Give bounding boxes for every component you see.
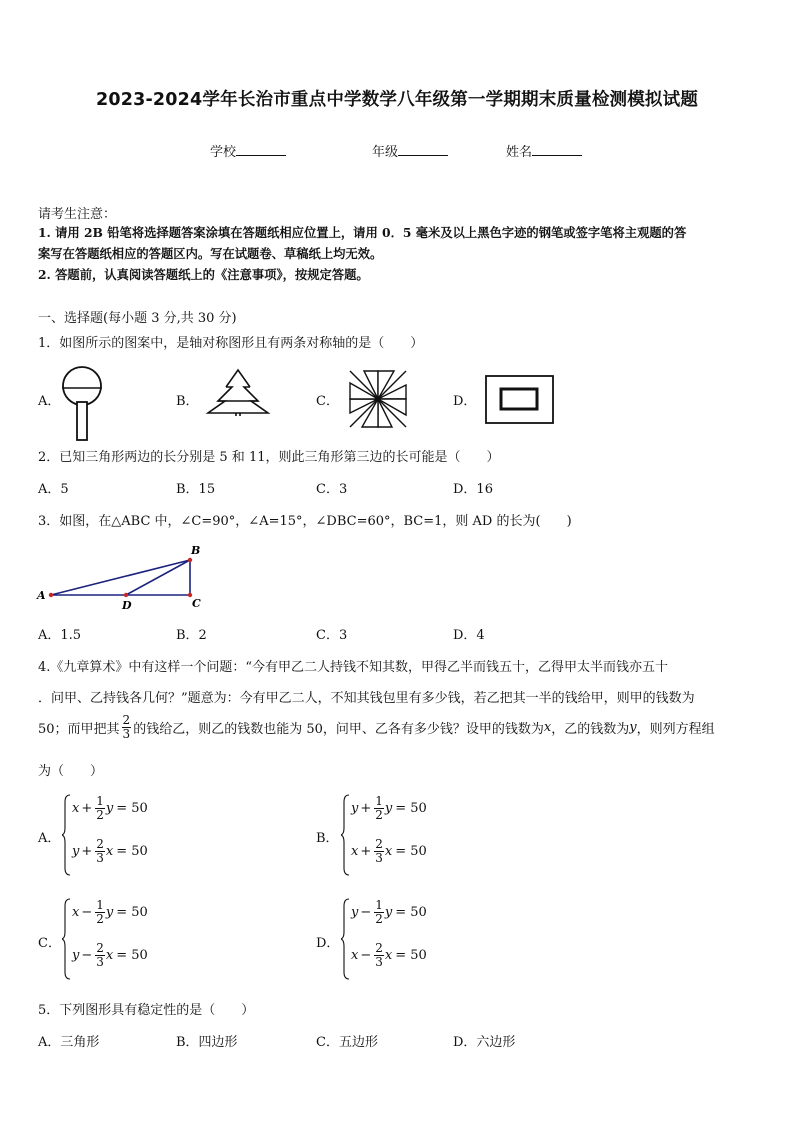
frac-numerator: 2 [375,941,383,955]
frac-denominator: 3 [375,955,383,969]
school-field [210,141,286,160]
eq-frac [374,942,384,969]
q3-stem: 3．如图，在△ABC 中，∠C=90°，∠A=15°，∠DBC=60°，BC=1，则 AD 的长为( ) [38,514,572,529]
eq-rhs: = 50 [116,844,148,859]
frac-numerator: 2 [122,713,131,727]
system-d-eq-2 [351,942,427,969]
brace-icon [62,794,72,876]
eq-op: − [360,948,372,963]
eq-rhs: = 50 [395,844,427,859]
eq-rhs: = 50 [395,948,427,963]
brace-icon [62,898,72,980]
eq-frac [374,899,384,926]
eq-op: + [81,844,93,859]
eq-var: y [72,948,80,963]
page-title: 2023-2024学年长治市重点中学数学八年级第一学期期末质量检测模拟试题 [95,90,699,110]
point-d-dot [124,593,128,597]
q2-option-c[interactable]: C．3 [316,482,348,497]
label-d: D [122,599,132,612]
q1-option-d-label[interactable]: D． [453,394,477,409]
eq-var: x [72,801,80,816]
eq-op: − [81,905,93,920]
frac-numerator: 1 [96,898,104,912]
eq-rhs: = 50 [116,905,148,920]
q4-line-4: 为（ ） [38,764,104,779]
notice-heading: 请考生注意： [38,207,117,222]
frac-denominator: 2 [96,808,104,822]
system-c-eq-2 [72,942,148,969]
eq-var: x [72,905,80,920]
frac-denominator: 3 [96,955,104,969]
eq-var: x [105,948,114,963]
q1-option-b-label[interactable]: B． [176,394,199,409]
eq-var: y [384,801,393,816]
pinwheel-figure [348,369,410,429]
eq-rhs: = 50 [116,801,148,816]
q2-stem: 2．已知三角形两边的长分别是 5 和 11，则此三角形第三边的长可能是（ ） [38,450,500,465]
frac-numerator: 1 [375,794,383,808]
frac-denominator: 3 [96,851,104,865]
system-b-eq-2 [351,838,427,865]
brace-icon [341,794,351,876]
grade-blank[interactable] [398,143,448,156]
frac-numerator: 1 [96,794,104,808]
eq-rhs: = 50 [116,948,148,963]
q4-line-3a: 50；而甲把其 [38,722,120,737]
q2-option-b[interactable]: B．15 [176,482,216,497]
q1-stem: 1．如图所示的图案中，是轴对称图形且有两条对称轴的是（ ） [38,336,424,351]
system-a-eq-1 [72,795,148,822]
q4-option-b-label[interactable]: B． [316,831,339,846]
system-b-eq-1 [351,795,427,822]
eq-frac [95,795,105,822]
q1-option-a-label[interactable]: A． [38,394,61,409]
q5-option-c[interactable]: C．五边形 [316,1035,378,1050]
q4-var-y: y [629,720,637,735]
q4-var-x: x [543,720,552,735]
eq-frac [374,838,384,865]
q4-line-3d: ，则列方程组 [636,722,715,737]
q4-line-1: 4.《九章算术》中有这样一个问题：“今有甲乙二人持钱不知其数，甲得乙半而钱五十，乙得甲太半而钱亦五十 [38,660,669,675]
q4-line-3c: ，乙的钱数为 [551,722,630,737]
system-c-eq-1 [72,899,148,926]
fan-figure [60,366,104,442]
eq-var: y [351,801,359,816]
name-label: 姓名 [506,145,533,160]
q2-option-a[interactable]: A．5 [38,482,69,497]
frac-denominator: 3 [122,727,131,741]
point-b-dot [188,558,192,562]
eq-var: x [351,844,359,859]
q3-option-d[interactable]: D．4 [453,628,485,643]
q2-option-d[interactable]: D．16 [453,482,493,497]
frac-denominator: 2 [375,912,383,926]
name-field [506,141,582,160]
eq-op: + [360,801,372,816]
system-d-eq-1 [351,899,427,926]
q4-system-a [62,794,172,876]
eq-var: x [384,948,393,963]
q4-option-c-label[interactable]: C． [38,936,61,951]
eq-var: y [384,905,393,920]
q3-option-b[interactable]: B．2 [176,628,207,643]
eq-var: x [105,844,114,859]
notice-line-2: 2. 答题前，认真阅读答题纸上的《注意事项》，按规定答题。 [38,267,369,282]
tree-figure [205,367,271,417]
eq-frac [95,838,105,865]
eq-frac [95,942,105,969]
eq-frac [95,899,105,926]
point-a-dot [49,593,53,597]
q5-option-a[interactable]: A．三角形 [38,1035,100,1050]
eq-op: + [360,844,372,859]
eq-var: y [105,905,114,920]
frame-figure [485,375,555,425]
eq-op: + [81,801,93,816]
q4-line-2: ．问甲、乙持钱各几何？”题意为：今有甲乙二人，不知其钱包里有多少钱，若乙把其一半的钱给甲，则甲的钱数为 [38,691,695,706]
q5-option-b[interactable]: B．四边形 [176,1035,238,1050]
frac-numerator: 2 [375,837,383,851]
brace-icon [341,898,351,980]
eq-frac [374,795,384,822]
q4-fraction-two-thirds [122,714,132,741]
label-c: C [192,597,201,610]
eq-op: − [360,905,372,920]
eq-var: y [72,844,80,859]
frac-denominator: 2 [375,808,383,822]
q4-system-b [341,794,451,876]
q4-line-3b: 的钱给乙，则乙的钱数也能为 50，问甲、乙各有多少钱？设甲的钱数为 [133,722,544,737]
frac-denominator: 3 [375,851,383,865]
q3-option-c[interactable]: C．3 [316,628,348,643]
frac-numerator: 2 [96,837,104,851]
label-b: B [191,544,201,557]
notice-line-1a: 1. 请用 2B 铅笔将选择题答案涂填在答题纸相应位置上，请用 0．5 毫米及以上黑色字迹的钢笔或签字笔将主观题的答 [38,225,687,240]
q5-stem: 5．下列图形具有稳定性的是（ ） [38,1003,255,1018]
q4-option-a-label[interactable]: A． [38,831,61,846]
school-label: 学校 [210,145,237,160]
triangle-abc-diagram [34,542,214,614]
q5-option-d[interactable]: D．六边形 [453,1035,516,1050]
q3-option-a[interactable]: A．1.5 [38,628,82,643]
eq-var: y [351,905,359,920]
notice-line-1b: 案写在答题纸相应的答题区内。写在试题卷、草稿纸上均无效。 [38,246,383,261]
label-a: A [37,589,46,602]
frac-denominator: 2 [96,912,104,926]
q4-option-d-label[interactable]: D． [316,936,340,951]
q4-system-d [341,898,451,980]
grade-label: 年级 [372,145,399,160]
eq-op: − [81,948,93,963]
eq-rhs: = 50 [395,905,427,920]
system-a-eq-2 [72,838,148,865]
q4-line-3 [38,714,715,741]
section-heading: 一、选择题(每小题 3 分,共 30 分) [38,311,237,326]
q4-system-c [62,898,172,980]
grade-field [372,141,448,160]
frac-numerator: 1 [375,898,383,912]
frac-numerator: 2 [96,941,104,955]
eq-var: x [384,844,393,859]
eq-var: x [351,948,359,963]
q1-option-c-label[interactable]: C． [316,394,339,409]
school-blank[interactable] [236,143,286,156]
eq-var: y [105,801,114,816]
name-blank[interactable] [532,143,582,156]
eq-rhs: = 50 [395,801,427,816]
